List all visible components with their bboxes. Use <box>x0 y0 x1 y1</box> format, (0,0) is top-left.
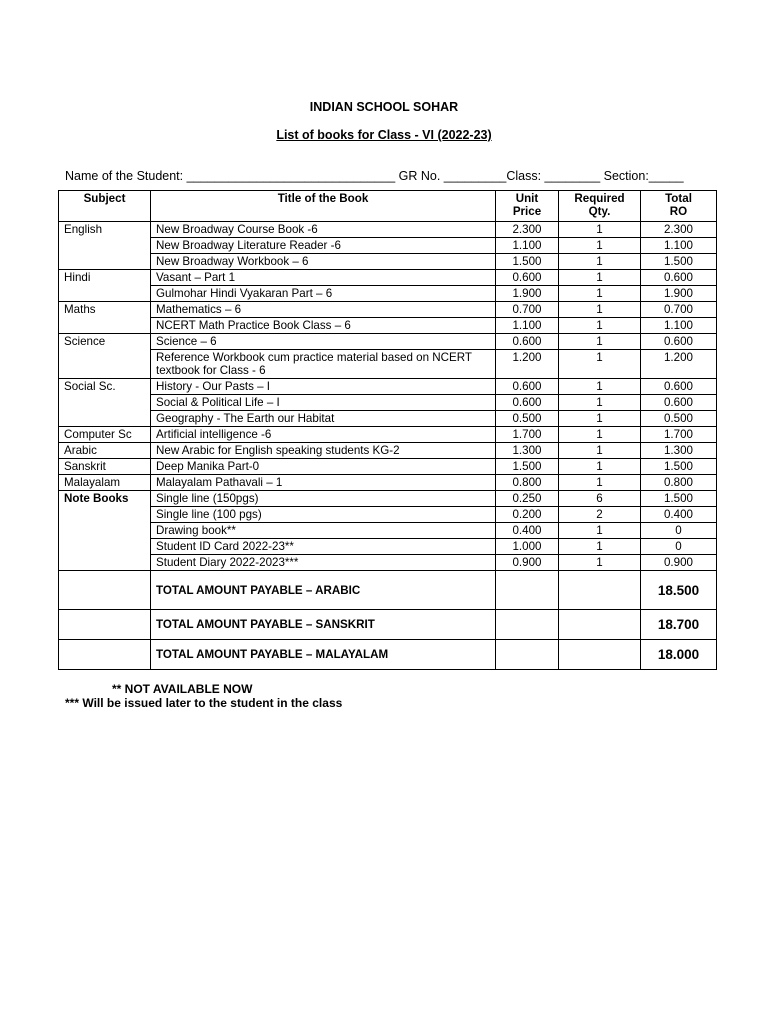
table-row <box>59 222 717 238</box>
subject-cell: Arabic <box>59 443 151 459</box>
qty-cell: 1 <box>559 334 641 350</box>
empty-cell <box>559 571 641 610</box>
book-title-cell: Single line (150pgs) <box>151 491 496 507</box>
unit-price-cell: 1.000 <box>496 539 559 555</box>
qty-cell: 1 <box>559 318 641 334</box>
qty-cell: 1 <box>559 270 641 286</box>
subject-cell <box>59 523 151 539</box>
total-cell: 1.300 <box>641 443 717 459</box>
unit-price-cell: 0.600 <box>496 379 559 395</box>
book-title-cell: New Broadway Workbook – 6 <box>151 254 496 270</box>
book-title-cell: NCERT Math Practice Book Class – 6 <box>151 318 496 334</box>
total-label: TOTAL AMOUNT PAYABLE – SANSKRIT <box>151 610 496 640</box>
table-row <box>59 539 717 555</box>
table-row <box>59 302 717 318</box>
qty-cell: 1 <box>559 395 641 411</box>
unit-price-cell: 1.700 <box>496 427 559 443</box>
subject-cell: Maths <box>59 302 151 318</box>
qty-cell: 1 <box>559 523 641 539</box>
book-list-table <box>58 190 717 670</box>
subject-cell: Note Books <box>59 491 151 507</box>
total-cell: 0.900 <box>641 555 717 571</box>
unit-price-cell: 0.200 <box>496 507 559 523</box>
qty-cell: 1 <box>559 254 641 270</box>
qty-cell: 1 <box>559 555 641 571</box>
subject-cell: Science <box>59 334 151 350</box>
book-title-cell: Student Diary 2022-2023*** <box>151 555 496 571</box>
unit-price-cell: 0.800 <box>496 475 559 491</box>
total-cell: 0.700 <box>641 302 717 318</box>
total-row-malayalam <box>59 640 717 670</box>
book-title-cell: Reference Workbook cum practice material based on NCERT textbook for Class - 6 <box>151 350 496 379</box>
unit-price-cell: 1.100 <box>496 318 559 334</box>
book-title-cell: Mathematics – 6 <box>151 302 496 318</box>
unit-price-cell: 1.500 <box>496 459 559 475</box>
subject-cell <box>59 507 151 523</box>
table-row <box>59 270 717 286</box>
book-title-cell: Science – 6 <box>151 334 496 350</box>
total-row-sanskrit <box>59 610 717 640</box>
total-amount: 18.500 <box>641 571 717 610</box>
table-row <box>59 286 717 302</box>
total-amount: 18.700 <box>641 610 717 640</box>
empty-cell <box>496 610 559 640</box>
unit-price-cell: 1.200 <box>496 350 559 379</box>
unit-price-cell: 1.500 <box>496 254 559 270</box>
empty-cell <box>496 571 559 610</box>
subject-cell: Social Sc. <box>59 379 151 395</box>
table-row <box>59 379 717 395</box>
total-cell: 1.100 <box>641 238 717 254</box>
qty-cell: 1 <box>559 238 641 254</box>
book-title-cell: Drawing book** <box>151 523 496 539</box>
empty-cell <box>559 610 641 640</box>
qty-cell: 1 <box>559 427 641 443</box>
table-row <box>59 318 717 334</box>
qty-cell: 1 <box>559 379 641 395</box>
school-name: INDIAN SCHOOL SOHAR <box>309 100 459 114</box>
total-amount: 18.000 <box>641 640 717 670</box>
table-row <box>59 254 717 270</box>
book-title-cell: Student ID Card 2022-23** <box>151 539 496 555</box>
book-title-cell: New Arabic for English speaking students KG-2 <box>151 443 496 459</box>
qty-cell: 6 <box>559 491 641 507</box>
table-row <box>59 491 717 507</box>
student-details-line: Name of the Student: ______________________________ GR No. _________Class: ________ Section:_____ <box>65 169 684 183</box>
table-row <box>59 238 717 254</box>
subject-cell: English <box>59 222 151 238</box>
qty-cell: 1 <box>559 443 641 459</box>
qty-cell: 1 <box>559 286 641 302</box>
header-required-qty: Required Qty. <box>559 191 641 222</box>
book-title-cell: History - Our Pasts – I <box>151 379 496 395</box>
table-row <box>59 411 717 427</box>
qty-cell: 1 <box>559 475 641 491</box>
unit-price-cell: 1.900 <box>496 286 559 302</box>
total-cell: 0 <box>641 523 717 539</box>
unit-price-cell: 0.600 <box>496 270 559 286</box>
book-title-cell: Vasant – Part 1 <box>151 270 496 286</box>
empty-cell <box>59 610 151 640</box>
header-unit-price: Unit Price <box>496 191 559 222</box>
qty-cell: 1 <box>559 539 641 555</box>
subject-cell: Sanskrit <box>59 459 151 475</box>
subject-cell: Hindi <box>59 270 151 286</box>
subject-cell <box>59 318 151 334</box>
header-subject: Subject <box>59 191 151 222</box>
unit-price-cell: 0.600 <box>496 334 559 350</box>
book-title-cell: Deep Manika Part-0 <box>151 459 496 475</box>
qty-cell: 1 <box>559 411 641 427</box>
subject-cell <box>59 350 151 379</box>
table-row <box>59 427 717 443</box>
subject-cell: Computer Sc <box>59 427 151 443</box>
header-title: Title of the Book <box>151 191 496 222</box>
header-total-ro: Total RO <box>641 191 717 222</box>
subject-cell <box>59 238 151 254</box>
table-row <box>59 350 717 379</box>
table-row <box>59 507 717 523</box>
total-cell: 1.500 <box>641 254 717 270</box>
book-title-cell: Single line (100 pgs) <box>151 507 496 523</box>
subject-cell <box>59 555 151 571</box>
table-row <box>59 334 717 350</box>
total-label: TOTAL AMOUNT PAYABLE – MALAYALAM <box>151 640 496 670</box>
unit-price-cell: 2.300 <box>496 222 559 238</box>
total-cell: 1.900 <box>641 286 717 302</box>
empty-cell <box>496 640 559 670</box>
total-cell: 1.500 <box>641 491 717 507</box>
table-row <box>59 443 717 459</box>
note-issued-later: *** Will be issued later to the student in the class <box>65 696 343 710</box>
table-row <box>59 459 717 475</box>
subject-cell <box>59 286 151 302</box>
book-title-cell: Gulmohar Hindi Vyakaran Part – 6 <box>151 286 496 302</box>
table-row <box>59 523 717 539</box>
subject-cell <box>59 411 151 427</box>
total-cell: 1.100 <box>641 318 717 334</box>
book-title-cell: Social & Political Life – I <box>151 395 496 411</box>
subject-cell <box>59 395 151 411</box>
qty-cell: 1 <box>559 302 641 318</box>
unit-price-cell: 1.300 <box>496 443 559 459</box>
total-cell: 1.700 <box>641 427 717 443</box>
qty-cell: 1 <box>559 350 641 379</box>
total-cell: 0.800 <box>641 475 717 491</box>
empty-cell <box>559 640 641 670</box>
book-title-cell: New Broadway Course Book -6 <box>151 222 496 238</box>
subject-cell <box>59 254 151 270</box>
qty-cell: 1 <box>559 459 641 475</box>
total-cell: 1.200 <box>641 350 717 379</box>
qty-cell: 2 <box>559 507 641 523</box>
table-row <box>59 555 717 571</box>
book-list-title: List of books for Class - VI (2022-23) <box>276 128 492 142</box>
subject-cell: Malayalam <box>59 475 151 491</box>
empty-cell <box>59 640 151 670</box>
table-row <box>59 395 717 411</box>
total-cell: 0.600 <box>641 395 717 411</box>
unit-price-cell: 0.500 <box>496 411 559 427</box>
total-cell: 0 <box>641 539 717 555</box>
note-not-available: ** NOT AVAILABLE NOW <box>112 682 253 696</box>
total-cell: 0.600 <box>641 334 717 350</box>
total-row-arabic <box>59 571 717 610</box>
subject-cell <box>59 539 151 555</box>
book-title-cell: Malayalam Pathavali – 1 <box>151 475 496 491</box>
empty-cell <box>59 571 151 610</box>
unit-price-cell: 0.600 <box>496 395 559 411</box>
unit-price-cell: 0.250 <box>496 491 559 507</box>
total-cell: 0.600 <box>641 379 717 395</box>
total-cell: 2.300 <box>641 222 717 238</box>
book-title-cell: Geography - The Earth our Habitat <box>151 411 496 427</box>
unit-price-cell: 1.100 <box>496 238 559 254</box>
total-label: TOTAL AMOUNT PAYABLE – ARABIC <box>151 571 496 610</box>
qty-cell: 1 <box>559 222 641 238</box>
total-cell: 0.600 <box>641 270 717 286</box>
unit-price-cell: 0.400 <box>496 523 559 539</box>
total-cell: 0.500 <box>641 411 717 427</box>
unit-price-cell: 0.700 <box>496 302 559 318</box>
total-cell: 0.400 <box>641 507 717 523</box>
book-title-cell: New Broadway Literature Reader -6 <box>151 238 496 254</box>
unit-price-cell: 0.900 <box>496 555 559 571</box>
total-cell: 1.500 <box>641 459 717 475</box>
book-title-cell: Artificial intelligence -6 <box>151 427 496 443</box>
table-row <box>59 475 717 491</box>
table-header-row <box>59 191 717 222</box>
